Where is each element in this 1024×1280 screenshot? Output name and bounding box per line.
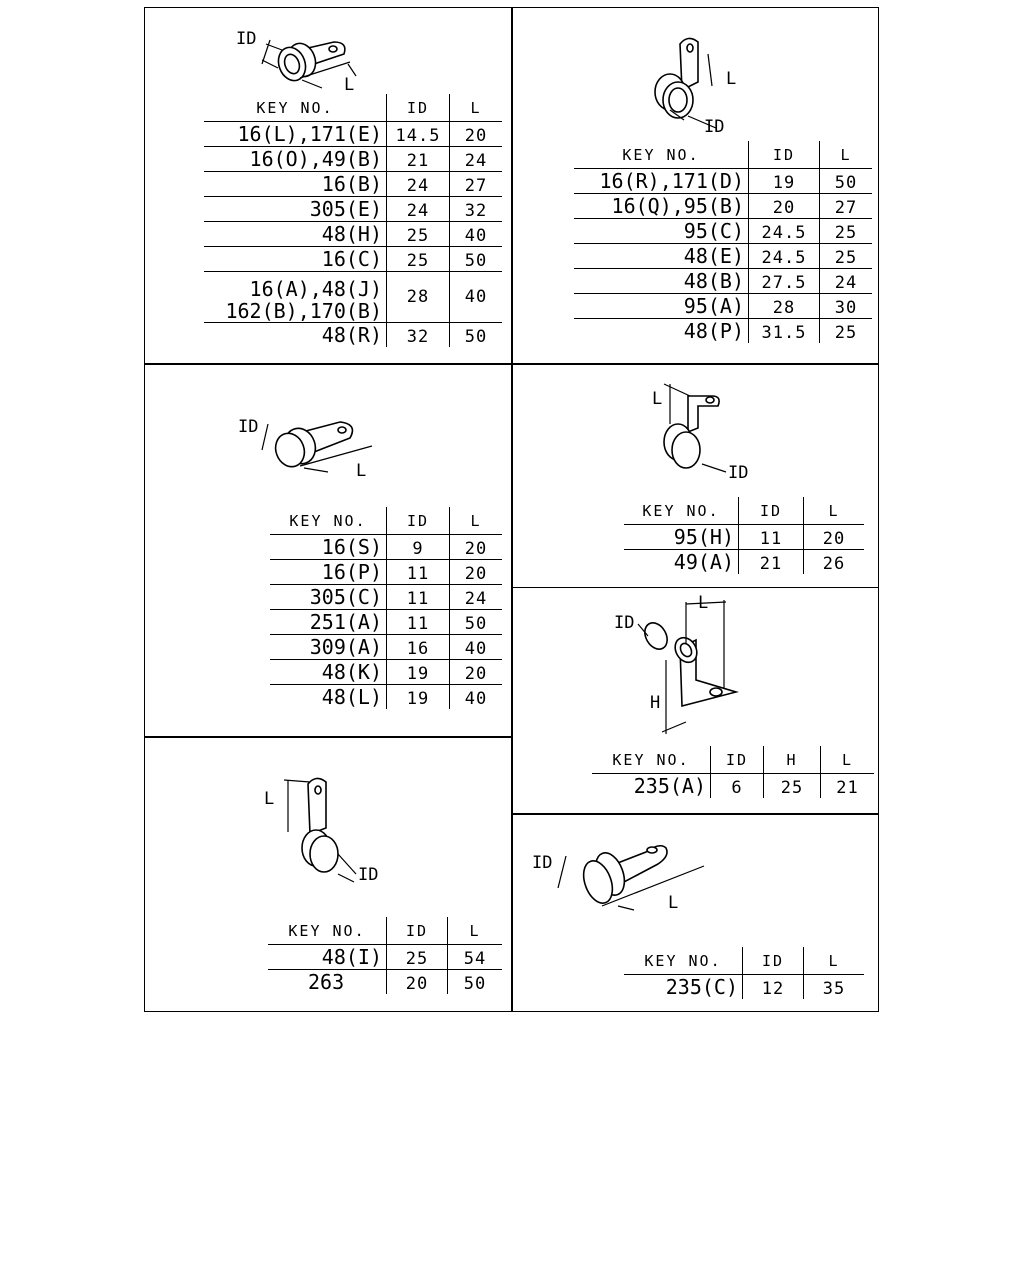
l-cell: 40: [450, 222, 503, 247]
key-no-cell: 235(A): [633, 774, 706, 798]
l-cell: 30: [820, 294, 873, 319]
table-row: [574, 194, 872, 219]
key-no-cell: 16(O),49(B): [204, 147, 387, 172]
id-dimension-label: ID: [614, 613, 635, 633]
l-cell: 24: [450, 585, 503, 610]
table-row: [624, 550, 864, 575]
id-cell: 9: [387, 535, 450, 560]
id-dimension-label: ID: [532, 853, 553, 873]
key-no-cell: 16(R),171(D): [574, 169, 749, 194]
clamp-figure-1: [230, 20, 370, 100]
table-row: [270, 635, 502, 660]
key-no-cell: 16(C): [204, 247, 387, 272]
id-cell: 19: [387, 685, 450, 710]
row-divider-right-3: [512, 813, 879, 815]
key-no-cell: 16(Q),95(B): [574, 194, 749, 219]
l-dimension-label: L: [264, 789, 275, 809]
key-no-cell: 305(C): [270, 585, 387, 610]
key-no-cell: 16(S): [270, 535, 387, 560]
id-cell: 20: [387, 970, 448, 995]
l-header: L: [820, 141, 873, 169]
table-row: [204, 147, 502, 172]
clamp-figure-6: [262, 774, 392, 894]
l-cell: 40: [450, 635, 503, 660]
l-cell: 25: [820, 244, 873, 269]
l-cell: 40: [450, 272, 503, 323]
h-cell: 25: [764, 774, 821, 799]
id-cell: 25: [387, 945, 448, 970]
spec-table-1: [204, 94, 502, 347]
key-no-cell: 251(A): [270, 610, 387, 635]
table-row: [204, 172, 502, 197]
key-no-cell: [204, 272, 387, 323]
id-dimension-label: ID: [728, 463, 749, 483]
table-row: [268, 970, 502, 995]
clamp-figure-3: [232, 410, 382, 482]
l-cell: 24: [450, 147, 503, 172]
table-row: [268, 945, 502, 970]
l-cell: 40: [450, 685, 503, 710]
row-divider-right-2: [512, 587, 879, 588]
l-cell: 27: [820, 194, 873, 219]
table-row: [270, 610, 502, 635]
id-cell: 11: [387, 610, 450, 635]
l-cell: 24: [820, 269, 873, 294]
key-no-header: KEY NO.: [268, 917, 387, 945]
id-cell: 11: [739, 525, 804, 550]
center-divider: [511, 7, 513, 1012]
l-cell: 25: [820, 219, 873, 244]
id-header: ID: [387, 507, 450, 535]
key-no-header: KEY NO.: [204, 94, 387, 122]
table-row: [574, 244, 872, 269]
id-cell: 28: [749, 294, 820, 319]
l-dimension-label: L: [698, 593, 709, 613]
spec-table-5: [592, 746, 874, 798]
l-cell: 25: [820, 319, 873, 344]
key-no-cell: 235(C): [665, 975, 738, 999]
id-dimension-label: ID: [238, 417, 259, 437]
key-no-cell: 49(A): [673, 550, 734, 574]
table-row: [204, 197, 502, 222]
key-no-cell: 16(L),171(E): [204, 122, 387, 147]
table-row: [270, 660, 502, 685]
h-dimension-label: H: [650, 693, 661, 713]
l-header: L: [821, 746, 875, 774]
row-divider-left-2: [144, 736, 512, 738]
key-no-header: KEY NO.: [574, 141, 749, 169]
key-no-header: KEY NO.: [624, 497, 739, 525]
id-dimension-label: ID: [358, 865, 379, 885]
l-dimension-label: L: [652, 389, 663, 409]
key-no-header: KEY NO.: [270, 507, 387, 535]
table-row: [270, 685, 502, 710]
l-header: L: [450, 507, 503, 535]
key-no-cell: 48(E): [574, 244, 749, 269]
l-cell: 35: [804, 975, 865, 1000]
key-no-cell: 16(P): [270, 560, 387, 585]
table-row: [624, 525, 864, 550]
key-no-cell: 48(I): [268, 945, 387, 970]
key-no-line: 16(A),48(J): [249, 277, 382, 301]
key-no-cell: 48(H): [204, 222, 387, 247]
key-no-cell: 95(H): [624, 525, 739, 550]
l-cell: 50: [450, 323, 503, 348]
id-cell: 32: [387, 323, 450, 348]
l-cell: 54: [448, 945, 503, 970]
id-cell: 24: [387, 172, 450, 197]
l-header: L: [804, 497, 865, 525]
spec-table-7: [624, 947, 864, 999]
l-cell: 50: [820, 169, 873, 194]
table-row: [574, 169, 872, 194]
table-row: [574, 269, 872, 294]
id-dimension-label: ID: [236, 29, 257, 49]
key-no-cell: 305(E): [204, 197, 387, 222]
spec-table-6: [268, 917, 502, 994]
l-cell: 50: [450, 247, 503, 272]
table-row: [270, 535, 502, 560]
key-no-cell: 95(A): [574, 294, 749, 319]
id-cell: 25: [387, 247, 450, 272]
table-row: [592, 774, 874, 799]
key-no-cell: 263: [308, 970, 345, 994]
id-cell: 12: [743, 975, 804, 1000]
l-cell: 50: [450, 610, 503, 635]
id-cell: 14.5: [387, 122, 450, 147]
id-cell: 6: [711, 774, 764, 799]
key-no-cell: 95(C): [574, 219, 749, 244]
id-header: ID: [711, 746, 764, 774]
key-no-cell: 48(R): [321, 323, 382, 347]
table-row: [624, 975, 864, 1000]
l-cell: 20: [450, 122, 503, 147]
key-no-cell: 309(A): [270, 635, 387, 660]
l-dimension-label: L: [356, 461, 367, 481]
key-no-cell: 48(B): [574, 269, 749, 294]
table-row: [204, 323, 502, 348]
clamp-figure-5: [610, 592, 750, 742]
key-no-header: KEY NO.: [624, 947, 743, 975]
id-cell: 28: [387, 272, 450, 323]
id-cell: 21: [387, 147, 450, 172]
table-row: [270, 585, 502, 610]
id-header: ID: [387, 94, 450, 122]
l-dimension-label: L: [344, 75, 355, 95]
l-cell: 27: [450, 172, 503, 197]
l-cell: 26: [804, 550, 865, 575]
id-header: ID: [749, 141, 820, 169]
id-cell: 24: [387, 197, 450, 222]
key-no-header: KEY NO.: [592, 746, 711, 774]
id-cell: 31.5: [749, 319, 820, 344]
l-cell: 50: [448, 970, 503, 995]
table-row: [574, 294, 872, 319]
l-cell: 32: [450, 197, 503, 222]
spec-table-3: [270, 507, 502, 709]
id-header: ID: [739, 497, 804, 525]
l-cell: 20: [450, 535, 503, 560]
table-row: [204, 247, 502, 272]
id-cell: 25: [387, 222, 450, 247]
key-no-cell: 48(K): [270, 660, 387, 685]
table-row: [204, 122, 502, 147]
l-cell: 20: [450, 560, 503, 585]
id-cell: 16: [387, 635, 450, 660]
table-row: [574, 319, 872, 344]
l-dimension-label: L: [726, 69, 737, 89]
l-header: L: [448, 917, 503, 945]
id-cell: 11: [387, 585, 450, 610]
id-cell: 19: [387, 660, 450, 685]
id-header: ID: [387, 917, 448, 945]
key-no-line: 162(B),170(B): [225, 299, 382, 323]
key-no-cell: 48(L): [321, 685, 382, 709]
l-dimension-label: L: [668, 893, 679, 913]
id-cell: 24.5: [749, 219, 820, 244]
l-cell: 21: [821, 774, 875, 799]
id-cell: 11: [387, 560, 450, 585]
id-cell: 27.5: [749, 269, 820, 294]
table-row: [204, 272, 502, 323]
id-dimension-label: ID: [704, 117, 725, 137]
spec-table-2: [574, 141, 872, 343]
h-header: H: [764, 746, 821, 774]
l-cell: 20: [450, 660, 503, 685]
clamp-figure-7: [528, 826, 718, 916]
l-header: L: [804, 947, 865, 975]
key-no-cell: 16(B): [204, 172, 387, 197]
l-cell: 20: [804, 525, 865, 550]
id-header: ID: [743, 947, 804, 975]
table-row: [270, 560, 502, 585]
clamp-figure-4: [648, 376, 758, 486]
id-cell: 20: [749, 194, 820, 219]
id-cell: 21: [739, 550, 804, 575]
table-row: [204, 222, 502, 247]
id-cell: 24.5: [749, 244, 820, 269]
key-no-cell: 48(P): [683, 319, 744, 343]
row-divider-left-1: [144, 363, 879, 365]
id-cell: 19: [749, 169, 820, 194]
table-row: [574, 219, 872, 244]
clamp-figure-2: [630, 34, 760, 139]
l-header: L: [450, 94, 503, 122]
spec-table-4: [624, 497, 864, 574]
